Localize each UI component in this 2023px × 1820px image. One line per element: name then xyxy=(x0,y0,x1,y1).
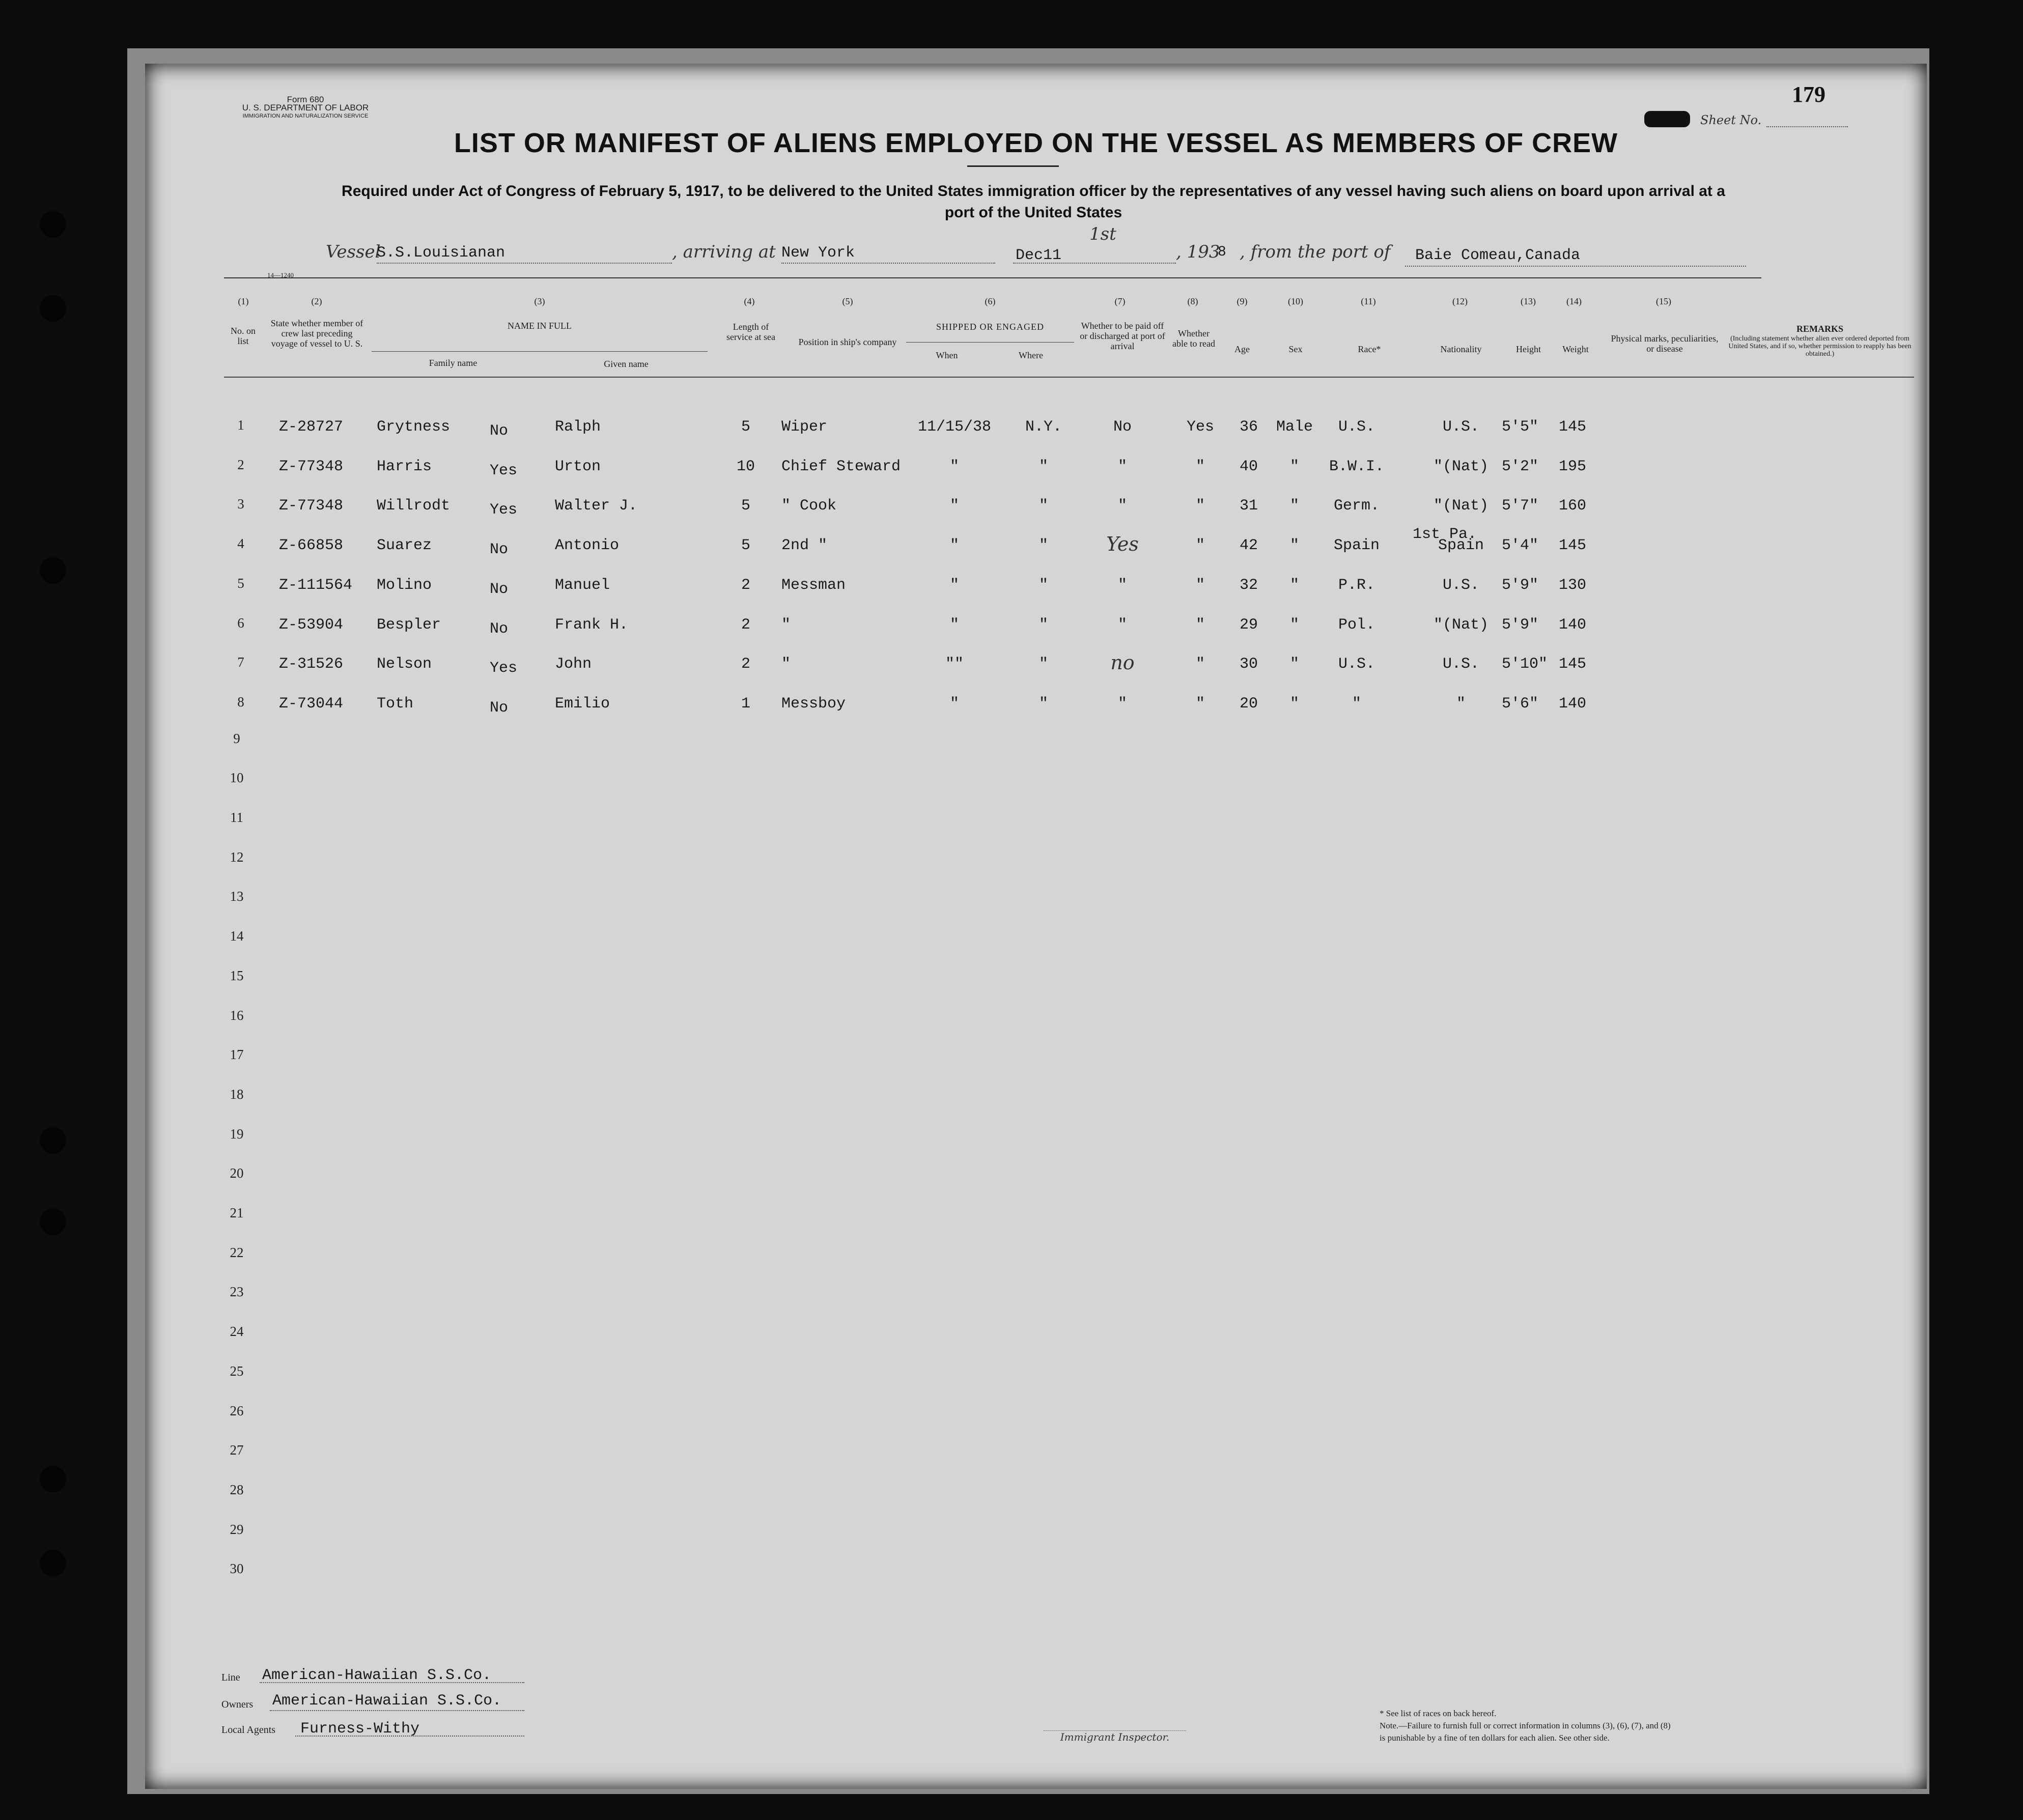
race: Spain xyxy=(1333,537,1380,555)
weight: 130 xyxy=(1559,576,1587,594)
col-position: Position in ship's company xyxy=(798,337,897,347)
binder-hole xyxy=(40,211,66,238)
sex: " xyxy=(1289,616,1299,634)
department-name: U. S. DEPARTMENT OF LABOR xyxy=(242,103,369,112)
age: 29 xyxy=(1239,616,1258,634)
shipped-where: " xyxy=(1038,695,1048,713)
nationality: U.S. xyxy=(1442,418,1479,436)
able-to-read: " xyxy=(1195,616,1205,634)
position: " xyxy=(781,656,791,673)
state-whether: No xyxy=(490,699,509,717)
note-fine: is punishable by a fine of ten dollars for each alien. See other side. xyxy=(1380,1733,1610,1743)
nationality: "(Nat) xyxy=(1433,458,1489,475)
able-to-read: " xyxy=(1195,537,1205,555)
able-to-read: Yes xyxy=(1186,418,1214,436)
member-id: Z-66858 xyxy=(279,537,344,555)
binder-hole xyxy=(40,295,66,322)
row-number: 23 xyxy=(230,1284,244,1300)
arriving-label: , arriving at xyxy=(672,242,776,262)
able-to-read: " xyxy=(1195,576,1205,594)
row-number: 5 xyxy=(237,575,244,591)
able-to-read: " xyxy=(1195,497,1205,515)
position: Chief Steward xyxy=(781,458,901,475)
age: 20 xyxy=(1239,695,1258,713)
col-age: Age xyxy=(1234,344,1250,354)
vessel-label: Vessel xyxy=(326,242,381,262)
length-of-service: 2 xyxy=(741,616,750,634)
member-id: Z-31526 xyxy=(279,656,344,673)
shipped-where: " xyxy=(1038,656,1048,673)
agents-value: Furness-Withy xyxy=(300,1720,420,1738)
row-number: 11 xyxy=(230,810,243,825)
vessel-name: S.S.Louisianan xyxy=(377,244,505,262)
shipped-where: " xyxy=(1038,458,1048,475)
weight: 145 xyxy=(1559,537,1587,555)
member-id: Z-77348 xyxy=(279,458,344,475)
paid-off: " xyxy=(1117,497,1127,515)
row-number: 9 xyxy=(233,730,240,746)
service-name: IMMIGRATION AND NATURALIZATION SERVICE xyxy=(242,113,369,119)
small-form-code: 14—1240 xyxy=(267,271,294,279)
col-nationality: Nationality xyxy=(1440,344,1482,354)
able-to-read: " xyxy=(1195,458,1205,475)
date-annotation: 1st xyxy=(1089,224,1116,244)
age: 36 xyxy=(1239,418,1258,436)
weight: 140 xyxy=(1559,695,1587,713)
row-number: 6 xyxy=(237,615,244,631)
arriving-port: New York xyxy=(781,244,855,262)
row-number: 12 xyxy=(230,849,244,865)
from-port-label: , from the port of xyxy=(1240,242,1391,262)
column-number: (10) xyxy=(1288,296,1303,306)
age: 30 xyxy=(1239,656,1258,673)
nationality: " xyxy=(1456,695,1466,713)
shipped-when: " xyxy=(949,616,959,634)
height: 5'10" xyxy=(1502,656,1548,673)
column-number: (1) xyxy=(238,296,249,306)
position: Messboy xyxy=(781,695,846,713)
position: " Cook xyxy=(781,497,837,515)
column-number: (12) xyxy=(1452,296,1468,306)
nationality-note: 1st Pa. xyxy=(1413,526,1477,544)
binder-hole xyxy=(40,1550,66,1576)
nationality: U.S. xyxy=(1442,576,1479,594)
weight: 195 xyxy=(1559,458,1587,475)
family-name: Harris xyxy=(377,458,432,475)
sex: " xyxy=(1289,576,1299,594)
row-number: 27 xyxy=(230,1442,244,1458)
able-to-read: " xyxy=(1195,656,1205,673)
sheet-label: Sheet No. xyxy=(1700,113,1762,127)
year-label: , 193 xyxy=(1176,242,1220,262)
owners-value: American-Hawaiian S.S.Co. xyxy=(272,1692,502,1710)
from-port: Baie Comeau,Canada xyxy=(1415,247,1581,264)
weight: 160 xyxy=(1559,497,1587,515)
col-paid-off: Whether to be paid off or discharged at port of arrival xyxy=(1080,321,1165,351)
state-whether: No xyxy=(490,580,509,598)
binder-hole xyxy=(40,1209,66,1235)
col-weight: Weight xyxy=(1562,344,1589,354)
row-number: 25 xyxy=(230,1363,244,1379)
note-failure: Note.—Failure to furnish full or correct information in columns (3), (6), (7), and (8) xyxy=(1380,1721,1671,1730)
form-number: Form 680 xyxy=(287,95,324,104)
age: 31 xyxy=(1239,497,1258,515)
shipped-when: 11/15/38 xyxy=(917,418,992,436)
member-id: Z-73044 xyxy=(279,695,344,713)
col-where: Where xyxy=(1019,350,1043,360)
binder-hole xyxy=(40,1466,66,1492)
column-number: (13) xyxy=(1521,296,1536,306)
family-name: Toth xyxy=(377,695,414,713)
weight: 145 xyxy=(1559,656,1587,673)
title-rule xyxy=(967,165,1059,167)
family-name: Molino xyxy=(377,576,432,594)
member-id: Z-77348 xyxy=(279,497,344,515)
shipped-rule xyxy=(906,342,1074,343)
row-number: 17 xyxy=(230,1047,244,1063)
row-number: 20 xyxy=(230,1165,244,1181)
state-whether: Yes xyxy=(490,660,518,677)
row-number: 3 xyxy=(237,496,244,512)
shipped-where: " xyxy=(1038,537,1048,555)
name-rule xyxy=(372,351,708,352)
shipped-where: " xyxy=(1038,616,1048,634)
binder-hole xyxy=(40,557,66,584)
race: B.W.I. xyxy=(1329,458,1385,475)
year-digit: 8 xyxy=(1218,244,1226,260)
weight: 145 xyxy=(1559,418,1587,436)
line-value: American-Hawaiian S.S.Co. xyxy=(262,1667,492,1684)
member-id: Z-111564 xyxy=(279,576,353,594)
paid-off: Yes xyxy=(1106,533,1139,556)
family-name: Willrodt xyxy=(377,497,451,515)
row-number: 28 xyxy=(230,1482,244,1497)
shipped-when: " xyxy=(949,537,959,555)
form-header xyxy=(224,96,387,120)
length-of-service: 5 xyxy=(741,537,750,555)
shipped-where: N.Y. xyxy=(1025,418,1062,436)
age: 42 xyxy=(1239,537,1258,555)
binder-hole xyxy=(40,1127,66,1154)
length-of-service: 5 xyxy=(741,497,750,515)
state-whether: Yes xyxy=(490,501,518,519)
row-number: 8 xyxy=(237,694,244,709)
shipped-where: " xyxy=(1038,576,1048,594)
row-number: 21 xyxy=(230,1205,244,1220)
col-able-read: Whether able to read xyxy=(1172,328,1215,349)
col-remarks-note: (Including statement whether alien ever ordered deported from United States, and if so, whether permission to reapply has been obtained.) xyxy=(1728,335,1912,358)
race: U.S. xyxy=(1338,418,1375,436)
race: Germ. xyxy=(1333,497,1380,515)
paid-off: " xyxy=(1117,576,1127,594)
row-number: 30 xyxy=(230,1561,244,1577)
header-rule xyxy=(224,277,1761,278)
column-number: (7) xyxy=(1114,296,1126,306)
weight: 140 xyxy=(1559,616,1587,634)
sheet-number: 179 xyxy=(1792,82,1825,107)
length-of-service: 5 xyxy=(741,418,750,436)
height: 5'6" xyxy=(1502,695,1539,713)
shipped-when: " xyxy=(949,458,959,475)
length-of-service: 2 xyxy=(741,576,750,594)
column-header-rule xyxy=(224,377,1914,378)
row-number: 10 xyxy=(230,770,244,786)
column-number: (11) xyxy=(1361,296,1376,306)
row-number: 22 xyxy=(230,1244,244,1260)
column-number: (15) xyxy=(1656,296,1671,306)
paid-off: " xyxy=(1117,458,1127,475)
race: Pol. xyxy=(1338,616,1375,634)
height: 5'5" xyxy=(1502,418,1539,436)
nationality: "(Nat) xyxy=(1433,497,1489,515)
nationality: U.S. xyxy=(1442,656,1479,673)
col-sex: Sex xyxy=(1288,344,1303,354)
col-physical: Physical marks, peculiarities, or disease xyxy=(1611,333,1719,354)
row-number: 13 xyxy=(230,889,244,904)
row-number: 16 xyxy=(230,1007,244,1023)
col-name-in-full: NAME IN FULL xyxy=(508,321,572,331)
col-given-name: Given name xyxy=(604,359,649,369)
row-number: 18 xyxy=(230,1086,244,1102)
row-number: 7 xyxy=(237,655,244,670)
given-name: Manuel xyxy=(555,576,610,594)
shipped-when: "" xyxy=(945,656,964,673)
page-subtitle xyxy=(193,181,1873,223)
height: 5'4" xyxy=(1502,537,1539,555)
given-name: Frank H. xyxy=(555,616,629,634)
agents-label: Local Agents xyxy=(221,1724,276,1736)
state-whether: No xyxy=(490,620,509,638)
given-name: Urton xyxy=(555,458,601,475)
height: 5'2" xyxy=(1502,458,1539,475)
nationality: Spain xyxy=(1438,537,1484,555)
sex: " xyxy=(1289,537,1299,555)
row-number: 29 xyxy=(230,1521,244,1537)
arrival-date: Dec11 xyxy=(1016,247,1062,264)
race: P.R. xyxy=(1338,576,1375,594)
page-title: LIST OR MANIFEST OF ALIENS EMPLOYED ON THE VESSEL AS MEMBERS OF CREW xyxy=(454,128,1618,158)
age: 40 xyxy=(1239,458,1258,475)
length-of-service: 10 xyxy=(736,458,755,475)
inspector-label: Immigrant Inspector. xyxy=(1044,1730,1186,1743)
member-id: Z-53904 xyxy=(279,616,344,634)
height: 5'9" xyxy=(1502,576,1539,594)
length-of-service: 1 xyxy=(741,695,750,713)
column-number: (6) xyxy=(985,296,996,306)
member-id: Z-28727 xyxy=(279,418,344,436)
race: U.S. xyxy=(1338,656,1375,673)
column-number: (3) xyxy=(534,296,545,306)
state-whether: Yes xyxy=(490,462,518,479)
family-name: Nelson xyxy=(377,656,432,673)
col-remarks: REMARKS xyxy=(1796,324,1843,334)
position: Wiper xyxy=(781,418,828,436)
row-number: 4 xyxy=(237,536,244,552)
sex: " xyxy=(1289,656,1299,673)
col-length-service: Length of service at sea xyxy=(726,322,775,342)
given-name: Ralph xyxy=(555,418,601,436)
redaction-mark xyxy=(1644,111,1690,127)
shipped-where: " xyxy=(1038,497,1048,515)
sex: " xyxy=(1289,695,1299,713)
row-number: 14 xyxy=(230,928,244,944)
row-number: 2 xyxy=(237,457,244,472)
family-name: Grytness xyxy=(377,418,451,436)
row-number: 15 xyxy=(230,968,244,983)
paid-off: " xyxy=(1117,616,1127,634)
col-state-whether: State whether member of crew last preceding voyage of vessel to U. S. xyxy=(270,318,363,349)
line-label: Line xyxy=(221,1672,240,1683)
shipped-when: " xyxy=(949,695,959,713)
height: 5'7" xyxy=(1502,497,1539,515)
nationality: "(Nat) xyxy=(1433,616,1489,634)
sex: Male xyxy=(1276,418,1313,436)
state-whether: No xyxy=(490,541,509,559)
sex: " xyxy=(1289,458,1299,475)
col-shipped: SHIPPED OR ENGAGED xyxy=(936,322,1044,332)
col-family-name: Family name xyxy=(429,358,477,368)
column-number: (14) xyxy=(1566,296,1582,306)
height: 5'9" xyxy=(1502,616,1539,634)
note-races: * See list of races on back hereof. xyxy=(1380,1709,1497,1718)
paid-off: No xyxy=(1113,418,1132,436)
state-whether: No xyxy=(490,422,509,440)
footer-notes xyxy=(1380,1708,1914,1744)
col-no-on-list: No. on list xyxy=(231,326,256,346)
column-number: (4) xyxy=(744,296,755,306)
family-name: Bespler xyxy=(377,616,441,634)
column-number: (9) xyxy=(1237,296,1248,306)
age: 32 xyxy=(1239,576,1258,594)
row-number: 26 xyxy=(230,1403,244,1418)
subtitle-line-2: port of the United States xyxy=(944,204,1122,221)
owners-label: Owners xyxy=(221,1699,254,1710)
column-number: (2) xyxy=(311,296,322,306)
col-race: Race* xyxy=(1358,344,1381,354)
shipped-when: " xyxy=(949,576,959,594)
length-of-service: 2 xyxy=(741,656,750,673)
shipped-when: " xyxy=(949,497,959,515)
position: " xyxy=(781,616,791,634)
position: 2nd " xyxy=(781,537,828,555)
row-number: 24 xyxy=(230,1324,244,1340)
row-number: 1 xyxy=(237,417,244,433)
given-name: John xyxy=(555,656,592,673)
race: " xyxy=(1352,695,1361,713)
column-number: (8) xyxy=(1187,296,1198,306)
paid-off: " xyxy=(1117,695,1127,713)
col-height: Height xyxy=(1516,344,1541,354)
col-when: When xyxy=(936,350,958,360)
given-name: Emilio xyxy=(555,695,610,713)
row-number: 19 xyxy=(230,1126,244,1142)
given-name: Antonio xyxy=(555,537,620,555)
paid-off: no xyxy=(1110,651,1135,674)
able-to-read: " xyxy=(1195,695,1205,713)
subtitle-line-1: Required under Act of Congress of February 5, 1917, to be delivered to the United States immigration officer by the representatives of any vessel having such aliens on board upon arrival at a xyxy=(342,183,1725,200)
column-number: (5) xyxy=(842,296,853,306)
family-name: Suarez xyxy=(377,537,432,555)
position: Messman xyxy=(781,576,846,594)
given-name: Walter J. xyxy=(555,497,638,515)
sex: " xyxy=(1289,497,1299,515)
